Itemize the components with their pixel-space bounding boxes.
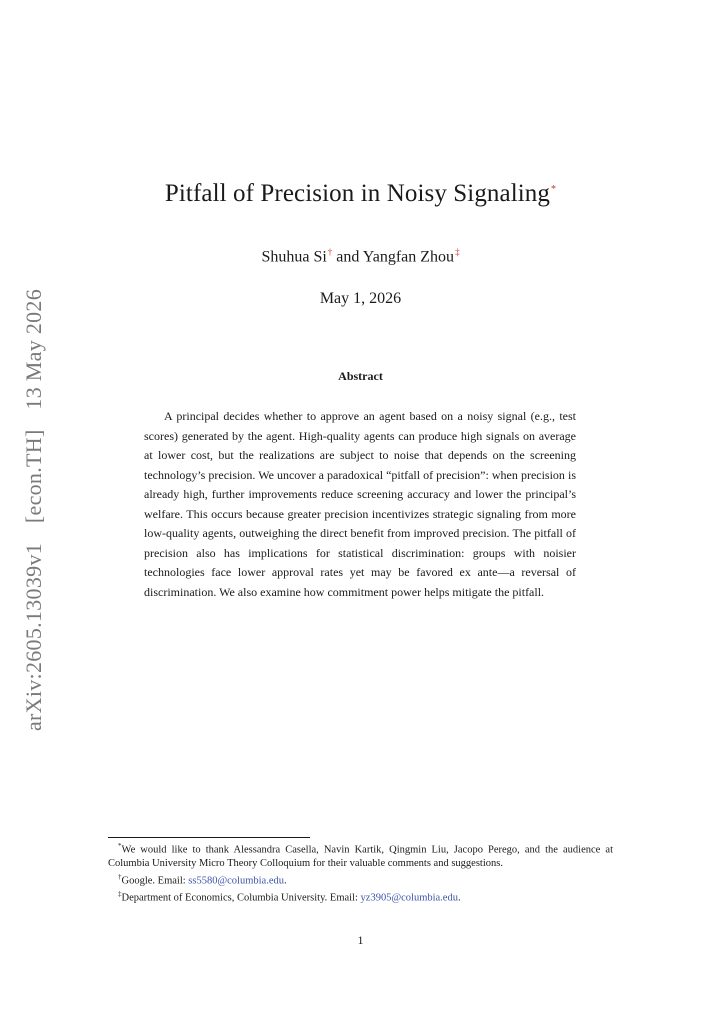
footnote-author-2-text: Department of Economics, Columbia University. Email: xyxy=(121,892,361,904)
author-2-footnote-mark[interactable]: ‡ xyxy=(455,247,460,257)
author-1-email-link[interactable]: ss5580@columbia.edu xyxy=(188,875,284,887)
paper-date: May 1, 2026 xyxy=(319,290,402,307)
footnote-author-2-end: . xyxy=(457,892,461,904)
footnote-author-1-end: . xyxy=(283,875,287,887)
footnote-author-2 xyxy=(108,888,613,905)
footnote-author-1 xyxy=(108,871,613,888)
footnote-mark-asterisk: * xyxy=(118,842,122,850)
author-name-1: Shuhua Si xyxy=(261,248,327,266)
footnote-author-1-text: Google. Email: xyxy=(121,875,189,887)
paper-title xyxy=(0,180,721,208)
arxiv-date: 13 May 2026 xyxy=(21,288,46,410)
title-footnote-mark[interactable]: * xyxy=(551,183,557,195)
author-1-footnote-mark[interactable]: † xyxy=(327,247,333,257)
abstract-heading: Abstract xyxy=(338,369,383,383)
arxiv-stamp xyxy=(21,282,47,738)
footnotes xyxy=(108,840,613,906)
author-name-2: Yangfan Zhou xyxy=(362,248,455,266)
paper-title-text: Pitfall of Precision in Noisy Signaling xyxy=(164,180,551,207)
author-conjunction: and xyxy=(336,248,360,266)
arxiv-category: [econ.TH] xyxy=(21,429,46,524)
abstract-text: A principal decides whether to approve an agent based on a noisy signal (e.g., test scores) generated by the agent. High-quality agents can produce high signals on average at lower cost, but the realizations are subject to noise that depends on the screening technology’s precision. We uncover a paradoxical “pitfall of precision”: when precision is already high, further improvements reduce screening accuracy and lower the principal’s welfare. This occurs because greater precision incentivizes strategic signaling from more low-quality agents, outweighing the direct benefit from improved precision. The pitfall of precision also has implications for statistical discrimination: groups with noisier technologies face lower approval rates yet may be favored ex ante—a reversal of discrimination. We also examine how commitment power helps mitigate the pitfall. xyxy=(144,409,576,599)
footnote-mark-double-dagger: ‡ xyxy=(118,890,122,899)
footnote-rule xyxy=(108,837,310,838)
page-number: 1 xyxy=(357,933,364,947)
arxiv-id[interactable]: arXiv:2605.13039v1 xyxy=(21,542,46,732)
footnote-acknowledgment-text: We would like to thank Alessandra Casella, Navin Kartik, Qingmin Liu, Jacopo Perego, and the audience at Columbia University Micro Theory Colloquium for their valuable comments and suggestions. xyxy=(108,844,613,870)
footnote-acknowledgment xyxy=(108,840,613,871)
footnote-mark-dagger: † xyxy=(118,873,122,882)
author-2-email-link[interactable]: yz3905@columbia.edu xyxy=(360,892,458,904)
author-line xyxy=(0,247,721,266)
